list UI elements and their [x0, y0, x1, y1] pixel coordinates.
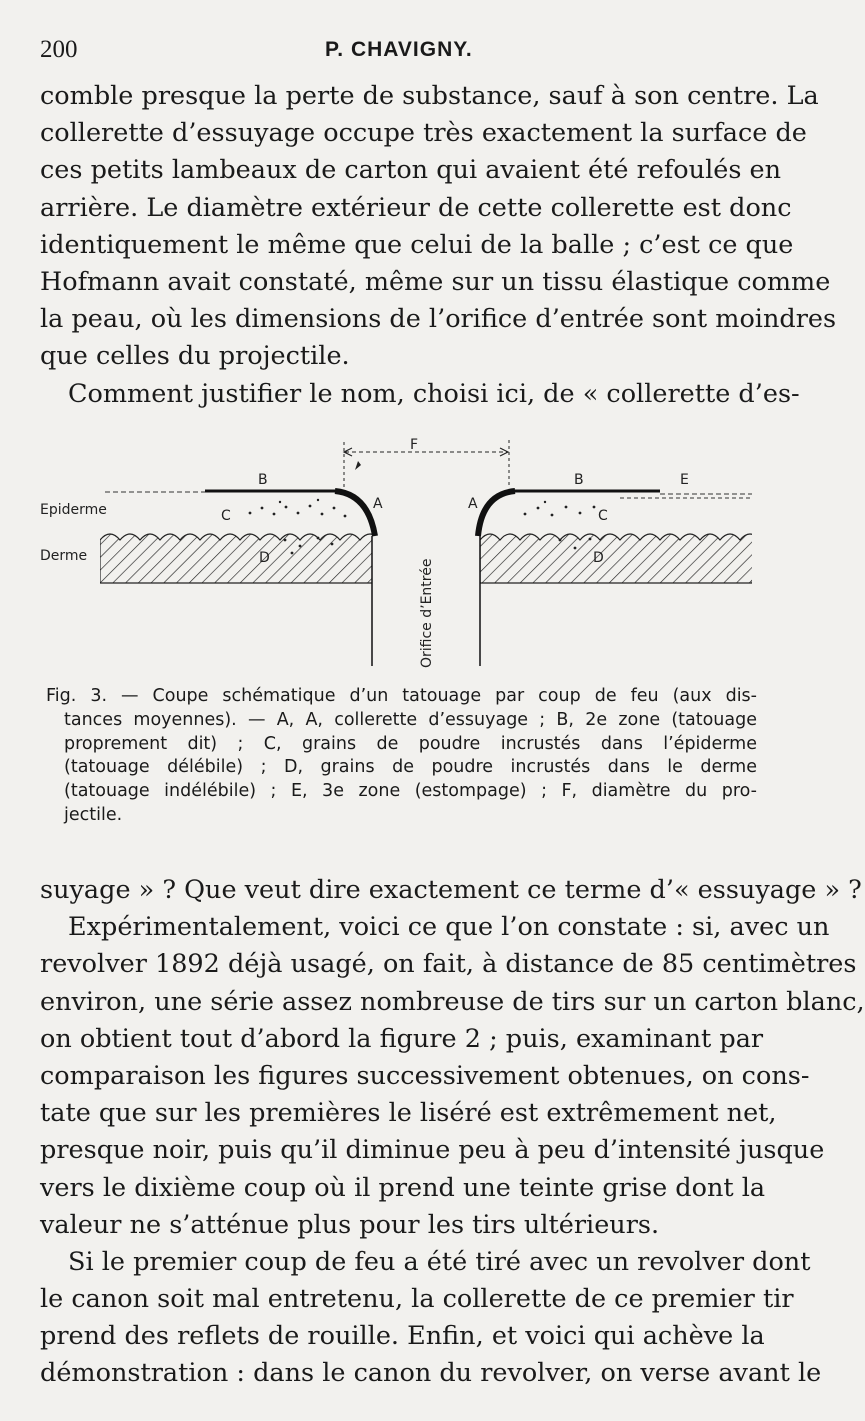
page-header [40, 36, 760, 76]
skin-section-svg [0, 428, 800, 678]
text-line: on obtient tout d’abord la figure 2 ; puis, examinant par [40, 1023, 764, 1054]
label-a-right: A [468, 496, 478, 512]
figure-3-diagram [0, 428, 800, 678]
label-b-right: B [574, 472, 584, 488]
text-line: prend des reflets de rouille. Enfin, et voici qui achève la [40, 1321, 765, 1352]
caption-line: tances moyennes). — A, A, collerette d’essuyage ; B, 2e zone (tatouage [64, 709, 757, 730]
text-line: collerette d’essuyage occupe très exactement la surface de [40, 118, 807, 149]
caption-line: (tatouage indélébile) ; E, 3e zone (estompage) ; F, diamètre du pro- [64, 781, 757, 802]
label-d-right: D [593, 550, 604, 566]
collerette-right [478, 491, 515, 536]
text-line: le canon soit mal entretenu, la collerette de ce premier tir [40, 1284, 794, 1315]
diameter-arrow-f [344, 440, 509, 488]
text-line: arrière. Le diamètre extérieur de cette collerette est donc [40, 192, 792, 223]
derme-left [100, 534, 380, 583]
text-line: comble presque la perte de substance, sauf à son centre. La [40, 81, 819, 111]
text-line: revolver 1892 déjà usagé, on fait, à distance de 85 centimètres [40, 949, 857, 980]
label-c-right: C [598, 508, 608, 524]
caption-line: jectile. [64, 804, 123, 825]
label-c-left: C [221, 508, 231, 524]
text-line: identiquement le même que celui de la balle ; c’est ce que [40, 229, 794, 260]
text-line: valeur ne s’atténue plus pour les tirs ultérieurs. [40, 1209, 660, 1240]
label-e: E [680, 472, 689, 488]
text-line: Hofmann avait constaté, même sur un tissu élastique comme [40, 266, 831, 297]
figure-caption [46, 685, 757, 828]
label-f: F [410, 437, 419, 453]
text-block-bottom [40, 872, 865, 1393]
text-line: Comment justifier le nom, choisi ici, de « collerette d’es- [68, 378, 800, 409]
page-number: 200 [40, 36, 78, 63]
text-line: que celles du projectile. [40, 341, 350, 372]
text-line: suyage » ? Que veut dire exactement ce terme d’« essuyage » ? [40, 875, 862, 905]
caption-line: (tatouage délébile) ; D, grains de poudre incrustés dans le derme [64, 757, 757, 778]
text-line: presque noir, puis qu’il diminue peu à peu d’intensité jusque [40, 1135, 825, 1166]
label-d-left: D [259, 550, 270, 566]
caption-line: proprement dit) ; C, grains de poudre incrustés dans l’épiderme [64, 733, 757, 754]
text-line: Expérimentalement, voici ce que l’on constate : si, avec un [68, 912, 830, 943]
label-derme: Derme [40, 548, 88, 564]
caption-line: Fig. 3. — Coupe schématique d’un tatouage par coup de feu (aux dis- [46, 686, 757, 706]
label-epiderme: Epiderme [40, 502, 107, 518]
label-b-left: B [258, 472, 268, 488]
text-line: tate que sur les premières le liséré est extrêmement net, [40, 1098, 777, 1129]
text-line: vers le dixième coup où il prend une teinte grise dont la [40, 1172, 766, 1203]
text-line: ces petits lambeaux de carton qui avaient été refoulés en [40, 155, 782, 186]
label-a-left: A [373, 496, 383, 512]
text-line: démonstration : dans le canon du revolver, on verse avant le [40, 1358, 822, 1389]
running-head: P. CHAVIGNY. [325, 38, 473, 61]
text-line: Si le premier coup de feu a été tiré avec un revolver dont [68, 1246, 811, 1277]
text-line: la peau, où les dimensions de l’orifice d’entrée sont moindres [40, 304, 837, 335]
derme-right [480, 534, 760, 583]
text-line: environ, une série assez nombreuse de tirs sur un carton blanc, [40, 986, 865, 1017]
collerette-left [335, 491, 375, 536]
text-line: comparaison les figures successivement obtenues, on cons- [40, 1060, 810, 1091]
label-orifice: Orifice d’Entrée [419, 558, 435, 668]
powder-grains-epidermis [249, 499, 596, 518]
grain-mark [355, 461, 361, 470]
text-block-top [40, 78, 837, 413]
